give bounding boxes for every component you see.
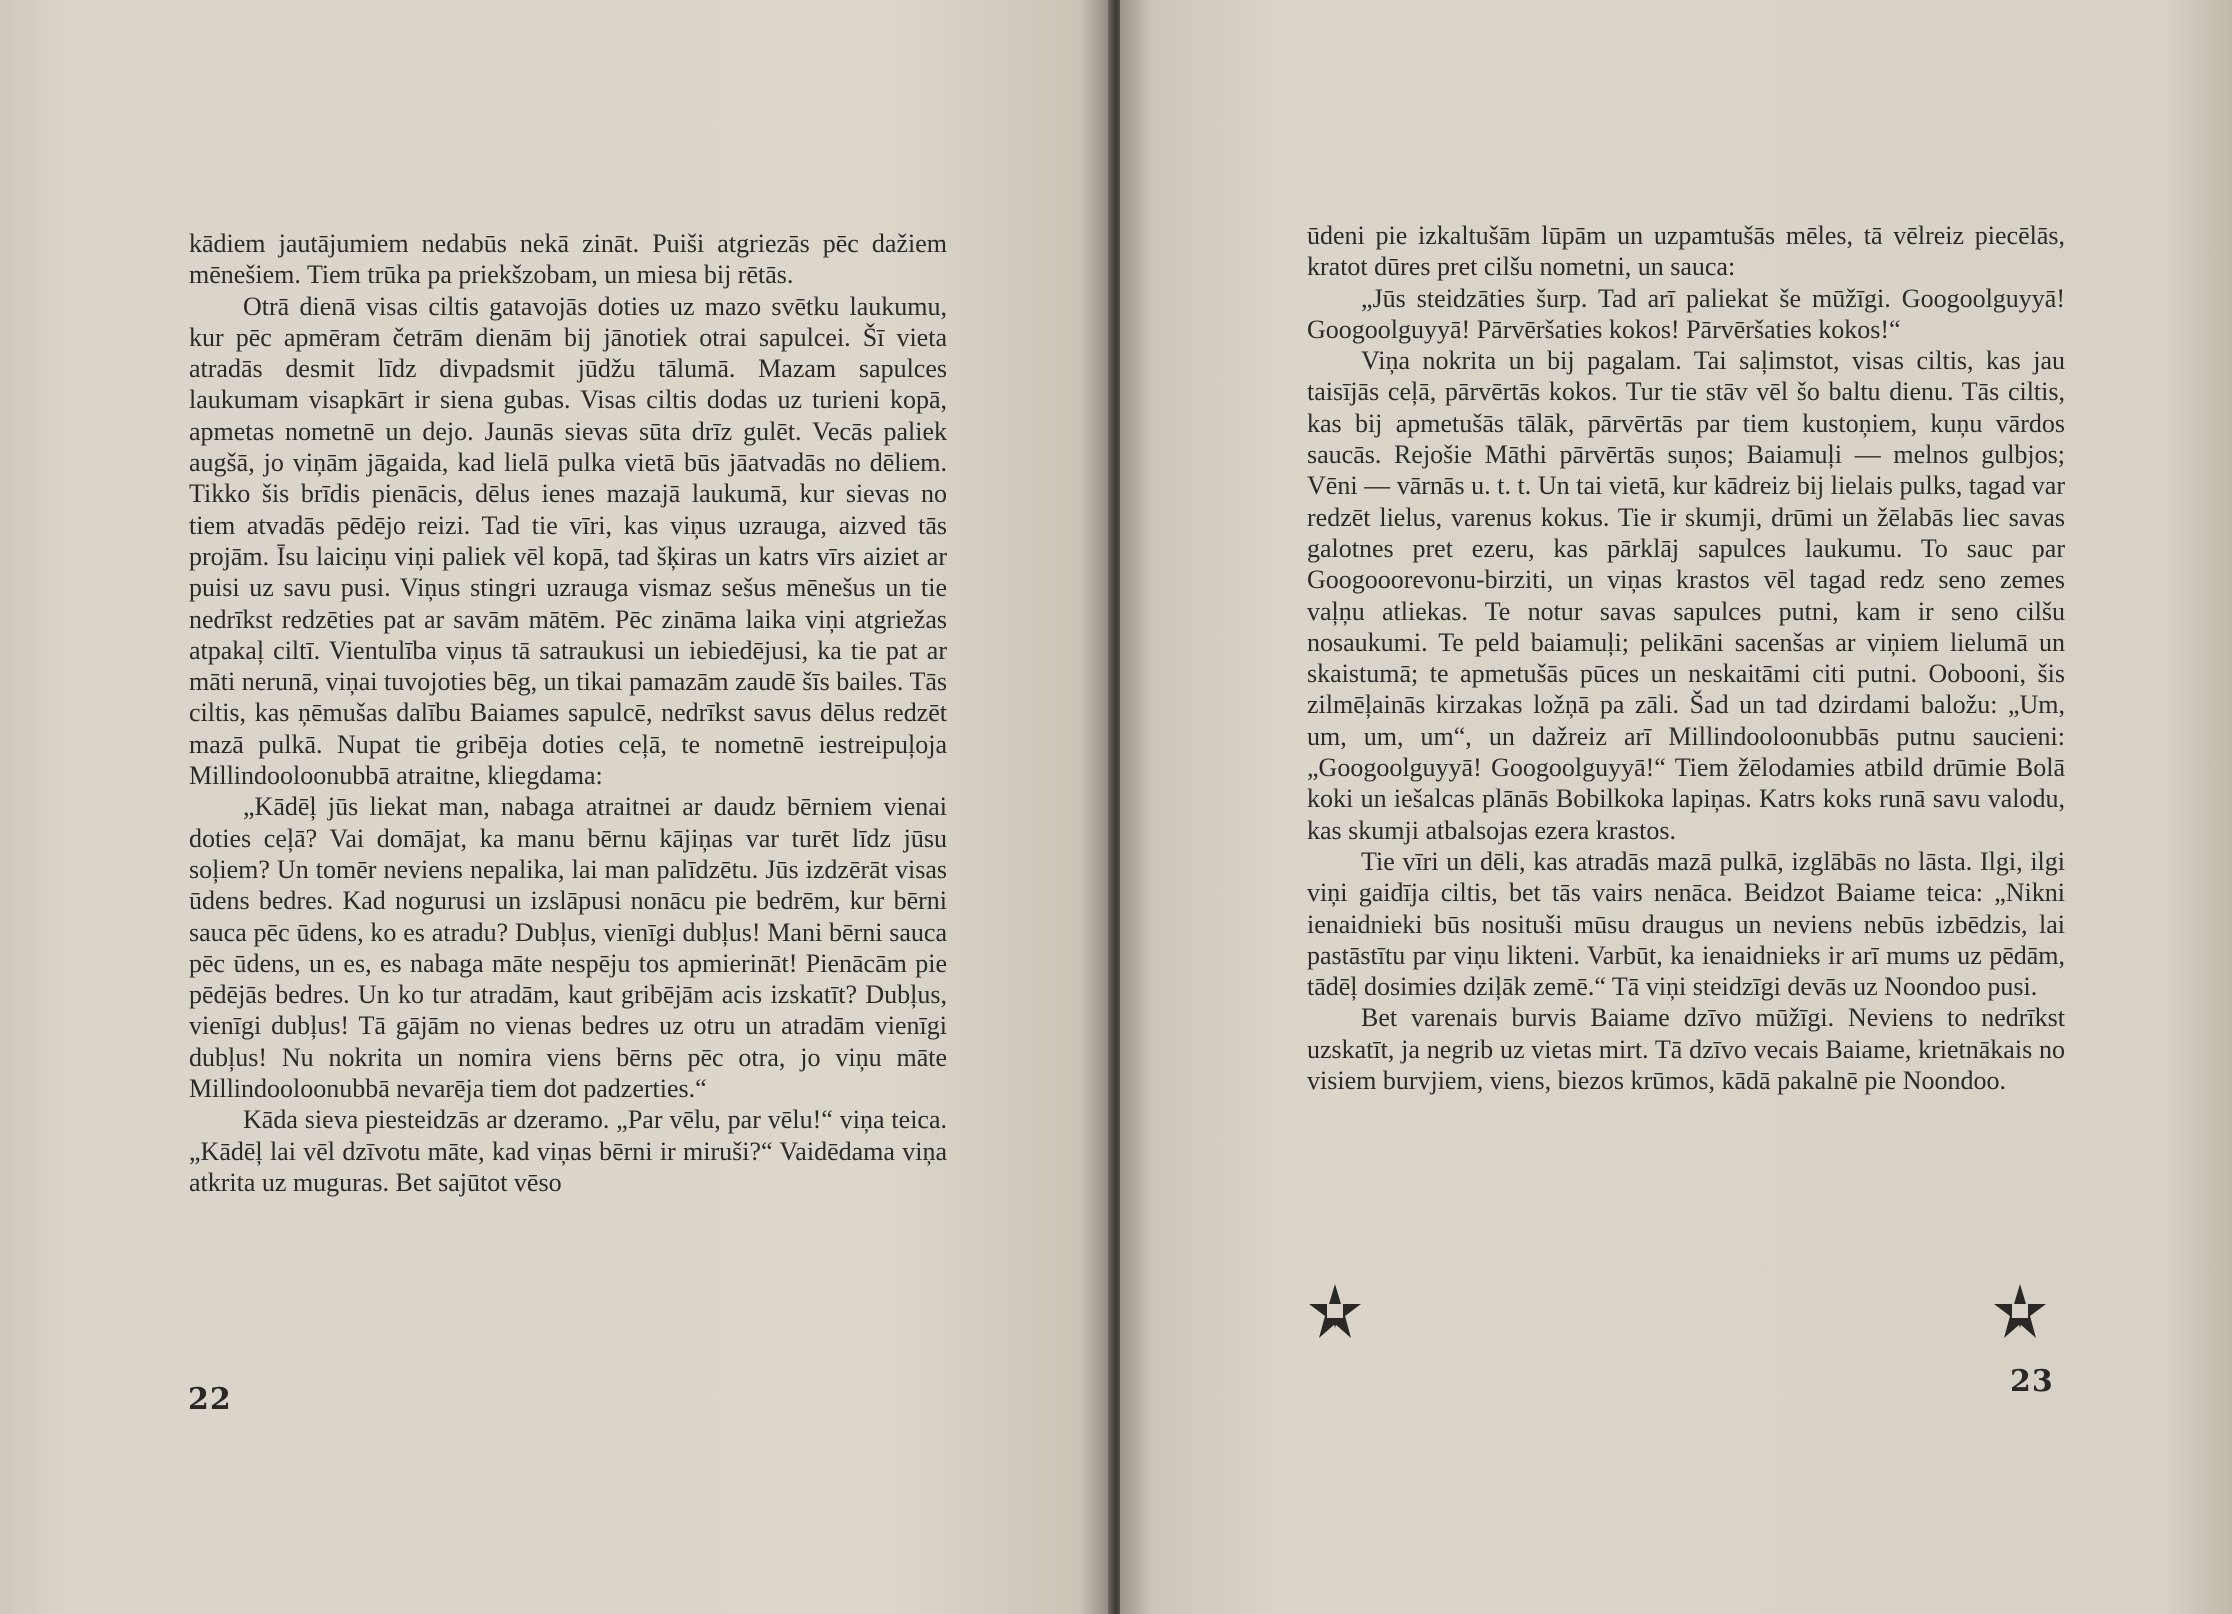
paragraph: Bet varenais burvis Baiame dzīvo mūžīgi. Neviens to nedrīkst uzskatīt, ja negrib uz vietas mirt. Tā dzīvo vecais Baiame, krietnākais no visiem burvjiem, viens, biezos krūmos, kādā pakalnē pie Noondoo. bbox=[1307, 1003, 2065, 1096]
star-ornament-icon bbox=[1990, 1280, 2050, 1342]
page-number: 22 bbox=[188, 1382, 232, 1417]
paragraph: ūdeni pie izkaltušām lūpām un uzpamtušās mēles, tā vēlreiz piecēlās, kratot dūres pret cilšu nometni, un sauca: bbox=[1307, 221, 2065, 282]
paragraph: Tie vīri un dēli, kas atradās mazā pulkā, izglābās no lāsta. Ilgi, ilgi viņi gaidīja ciltis, bet tās vairs nenāca. Beidzot Baiame teica: „Nikni ienaidnieki būs nosituši mūsu draugus un neviens nebūs izbēdzis, lai pastāstītu par viņu likteni. Varbūt, ka ienaidnieks ir arī mums uz pēdām, tādēļ dosimies dziļāk zemē.“ Tā viņi steidzīgi devās uz Noondoo pusi. bbox=[1307, 846, 2065, 1002]
paragraph: „Jūs steidzāties šurp. Tad arī paliekat še mūžīgi. Googoolguyyā! Googoolguyyā! Pārvēršaties kokos! Pārvēršaties kokos!“ bbox=[1307, 283, 2065, 344]
paragraph: Kāda sieva piesteidzās ar dzeramo. „Par vēlu, par vēlu!“ viņa teica. „Kādēļ lai vēl dzīvotu māte, kad viņas bērni ir miruši?“ Vaidēdama viņa atkrita uz muguras. Bet sajūtot vēso bbox=[189, 1105, 947, 1197]
right-page bbox=[1120, 0, 2232, 1614]
star-ornament-icon bbox=[1305, 1280, 1365, 1342]
paragraph: kādiem jautājumiem nedabūs nekā zināt. Puiši atgriezās pēc dažiem mēnešiem. Tiem trūka pa priekšzobam, un miesa bij rētās. bbox=[189, 229, 947, 290]
right-page-text bbox=[1307, 220, 2065, 1096]
paragraph: Viņa nokrita un bij pagalam. Tai saļimstot, visas ciltis, kas jau taisījās ceļā, pārvērtās kokos. Tur tie stāv vēl šo baltu dienu. Tās ciltis, kas bij apmetušās tālāk, pārvērtās par tiem kustoņiem, kuņu vārdos saucās. Rejošie Māthi pārvērtās suņos; Baiamuļi — melnos gulbjos; Vēni — vārnās u. t. t. Un tai vietā, kur kādreiz bij lielais pulks, tagad var redzēt lielus, varenus kokus. Tie ir skumji, drūmi un žēlabās liec savas galotnes pret ezeru, kas pārklāj sapulces laukumu. To sauc par Googooorevonu-birziti, un viņas krastos vēl tagad redz seno zemes vaļņu atliekas. Te notur savas sapulces putni, kam ir seno cilšu nosaukumi. Te peld baiamuļi; pelikāni sacenšas ar viņiem lielumā un skaistumā; te apmetušās pūces un neskaitāmi citi putni. Oobooni, šis zilmēļainās kirzakas ložņā pa zāli. Šad un tad dzirdami baložu: „Um, um, um, um“, un dažreiz arī Millindooloonubbās putnu saucieni: „Googoolguyyā! Googoolguyyā!“ Tiem žēlodamies atbild drūmie Bolā koki un iešalcas plānās Bobilkoka lapiņas. Katrs koks runā savu valodu, kas skumji atbalsojas ezera krastos. bbox=[1307, 346, 2065, 845]
paragraph: Otrā dienā visas ciltis gatavojās doties uz mazo svētku laukumu, kur pēc apmēram četrām dienām bij jānotiek otrai sapulcei. Šī vieta atradās desmit līdz divpadsmit jūdžu tālumā. Mazam sapulces laukumam visapkārt ir siena gubas. Visas ciltis dodas uz turieni kopā, apmetas nometnē un dejo. Jaunās sievas sūta drīz gulēt. Vecās paliek augšā, jo viņām jāgaida, kad lielā pulka vietā būs jāatvadās no dēliem. Tikko šis brīdis pienācis, dēlus ienes mazajā laukumā, kur sievas no tiem atvadās pēdējo reizi. Tad tie vīri, kas viņus uzrauga, aizved tās projām. Īsu laiciņu viņi paliek vēl kopā, tad šķiras un katrs vīrs aiziet ar puisi uz savu pusi. Viņus stingri uzrauga vismaz sešus mēnešus un tie nedrīkst redzēties pat ar savām mātēm. Pēc zināma laika viņi atgriežas atpakaļ ciltī. Vientulība viņus tā satraukusi un iebiedējusi, ka tie pat ar māti nerunā, viņai tuvojoties bēg, un tikai pamazām zaudē šīs bailes. Tās ciltis, kas ņēmušas dalību Baiames sapulcē, nedrīkst savus dēlus redzēt mazā pulkā. Nupat tie gribēja doties ceļā, te nometnē iestreipuļoja Millindooloonubbā atraitne, kliegdama: bbox=[189, 291, 947, 791]
page-number: 23 bbox=[2010, 1364, 2054, 1399]
left-page bbox=[0, 0, 1112, 1614]
left-page-text bbox=[189, 228, 947, 1198]
paragraph: „Kādēļ jūs liekat man, nabaga atraitnei ar daudz bērniem vienai doties ceļā? Vai domājat, ka manu bērnu kājiņas var turēt līdz jūsu soļiem? Un tomēr neviens nepalika, lai man palīdzētu. Jūs izdzērāt visas ūdens bedres. Kad nogurusi un izslāpusi nonācu pie bedrēm, kur bērni sauca pēc ūdens, ko es atradu? Dubļus, vienīgi dubļus! Mani bērni sauca pēc ūdens, un es, es nabaga māte nespēju tos apmierināt! Pienācām pie pēdējās bedres. Un ko tur atradām, kaut gribējām acis izskatīt? Dubļus, vienīgi dubļus! Tā gājām no vienas bedres uz otru un atradām vienīgi dubļus! Nu nokrita un nomira viens bērns pēc otra, jo viņu māte Millindooloonubbā nevarēja tiem dot padzerties.“ bbox=[189, 792, 947, 1104]
